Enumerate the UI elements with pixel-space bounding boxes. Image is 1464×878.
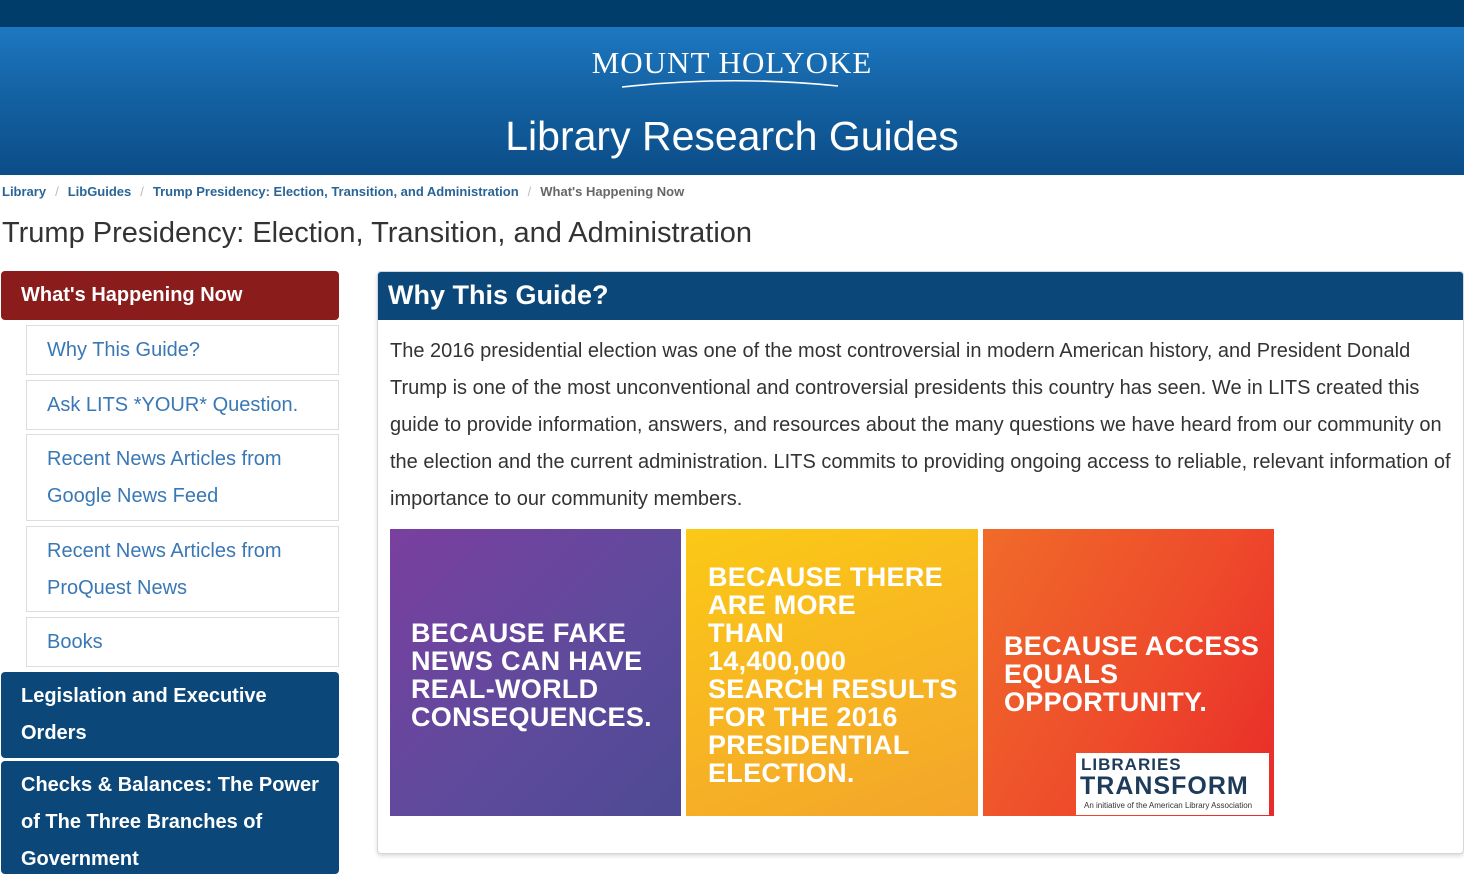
- nav-checks-balances[interactable]: [1, 761, 339, 874]
- subnav-label: Recent News Articles from Google News Feed: [47, 448, 282, 507]
- breadcrumb-separator: /: [140, 184, 144, 199]
- lt-tagline: An initiative of the American Library Association: [1084, 801, 1253, 810]
- subnav-label: Ask LITS *YOUR* Question.: [47, 394, 299, 416]
- subnav-why-this-guide[interactable]: [26, 325, 339, 375]
- top-bar: [0, 0, 1464, 27]
- tile-line: OPPORTUNITY.: [1004, 687, 1208, 717]
- tile-line: CONSEQUENCES.: [411, 702, 652, 732]
- nav-label: Legislation and Executive Orders: [21, 685, 267, 744]
- subnav-label: Why This Guide?: [47, 339, 201, 361]
- tile-line: EQUALS: [1004, 659, 1119, 689]
- tile-line: ELECTION.: [708, 758, 855, 788]
- breadcrumb-separator: /: [527, 184, 532, 199]
- subnav-ask-lits[interactable]: [26, 380, 339, 430]
- nav-label: What's Happening Now: [21, 284, 243, 306]
- breadcrumb-libguides[interactable]: LibGuides: [67, 184, 132, 199]
- tile-line: NEWS CAN HAVE: [411, 646, 643, 676]
- panel-heading: Why This Guide?: [378, 272, 1463, 320]
- mount-holyoke-logo[interactable]: MOUNT HOLYOKE: [591, 45, 873, 80]
- tile-line: 14,400,000: [708, 646, 847, 676]
- nav-legislation[interactable]: [1, 672, 339, 758]
- subnav-proquest-news[interactable]: [26, 526, 339, 612]
- breadcrumb-separator: /: [55, 184, 59, 199]
- page-title: Trump Presidency: Election, Transition, and Administration: [2, 217, 753, 249]
- logo-swoosh-icon: [620, 77, 840, 89]
- tile-line: THAN: [708, 618, 785, 648]
- breadcrumb-library[interactable]: Library: [2, 184, 47, 199]
- panel-body-text: The 2016 presidential election was one of the most controversial in modern American history, and President Donald Trump is one of the most unconventional and controversial presidents this country has seen. We in LITS created this guide to provide information, answers, and resources about the many questions we have heard from our community on the election and the current administration. LITS commits to providing ongoing access to reliable, relevant information of importance to our community members.: [390, 340, 1451, 510]
- tile-line: ARE MORE: [708, 590, 856, 620]
- fake-news-tile: [390, 529, 681, 816]
- tile-line: BECAUSE THERE: [708, 562, 943, 592]
- access-opportunity-tile: [983, 529, 1274, 816]
- nav-whats-happening-now[interactable]: [1, 271, 339, 320]
- breadcrumb-current: What's Happening Now: [540, 184, 685, 199]
- lt-line2: TRANSFORM: [1080, 772, 1249, 800]
- content-panel: [377, 271, 1464, 854]
- tile-line: FOR THE 2016: [708, 702, 898, 732]
- subnav-label: Books: [47, 631, 103, 653]
- breadcrumb: [2, 184, 684, 199]
- subnav-label: Recent News Articles from ProQuest News: [47, 540, 282, 599]
- tile-line: BECAUSE ACCESS: [1004, 631, 1260, 661]
- lt-line1: LIBRARIES: [1081, 755, 1182, 774]
- tile-line: BECAUSE FAKE: [411, 618, 627, 648]
- nav-label: Checks & Balances: The Power of The Three Branches of Government: [21, 774, 319, 870]
- subnav-google-news[interactable]: [26, 434, 339, 521]
- search-results-tile: [686, 529, 978, 816]
- tile-line: REAL-WORLD: [411, 674, 599, 704]
- tile-line: SEARCH RESULTS: [708, 674, 958, 704]
- site-banner: [0, 27, 1464, 175]
- site-title[interactable]: Library Research Guides: [505, 113, 959, 159]
- libraries-transform-logo: [1076, 753, 1269, 815]
- tile-line: PRESIDENTIAL: [708, 730, 910, 760]
- subnav-books[interactable]: [26, 617, 339, 667]
- breadcrumb-guide[interactable]: Trump Presidency: Election, Transition, and Administration: [152, 184, 519, 199]
